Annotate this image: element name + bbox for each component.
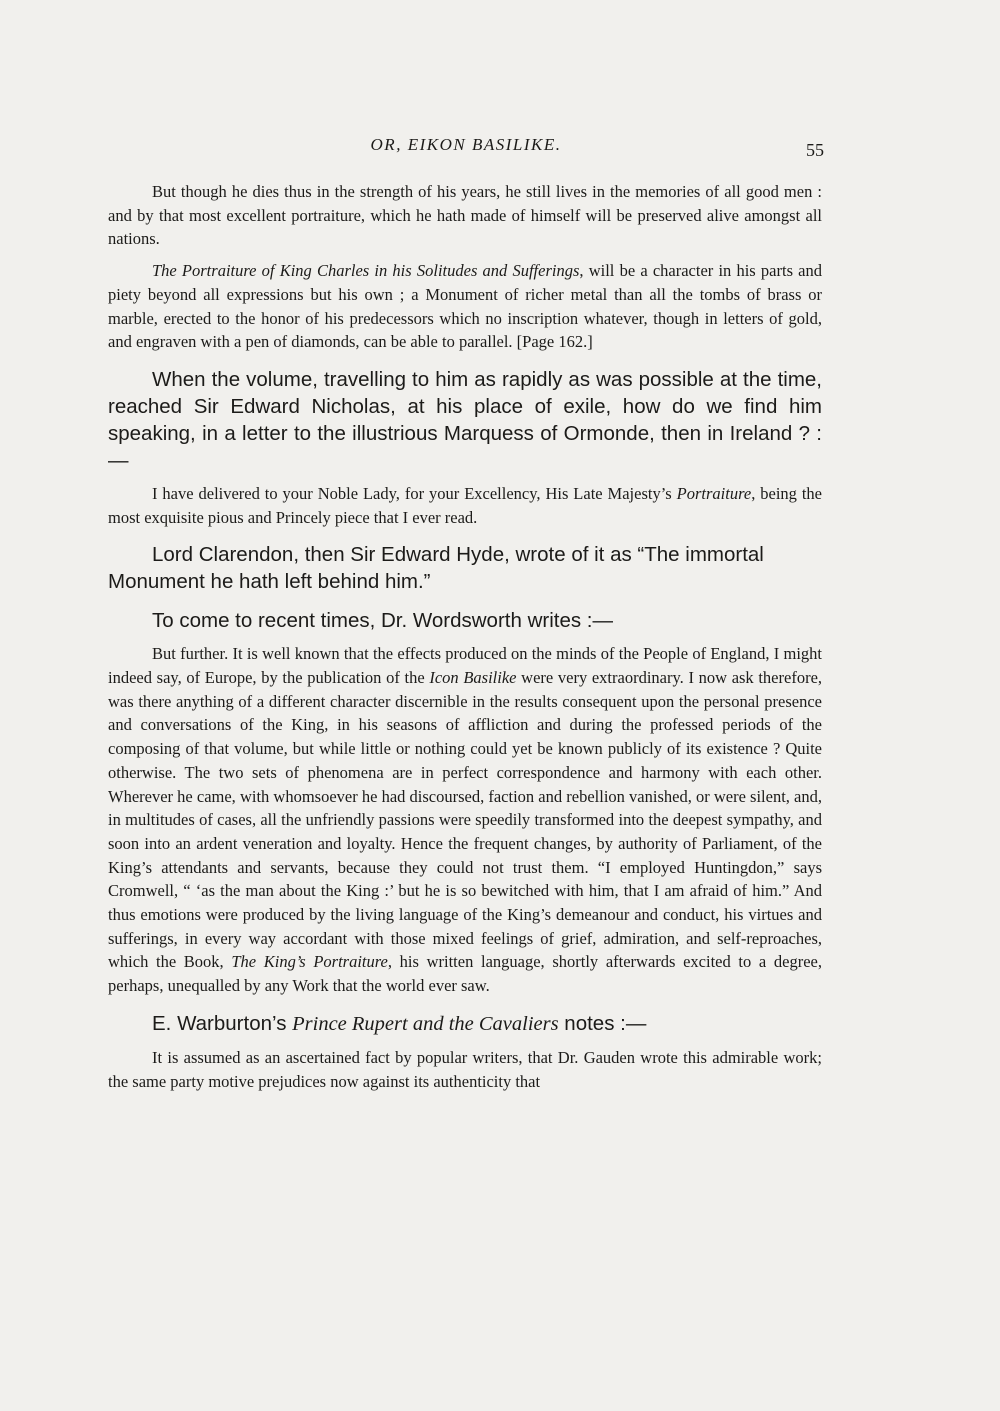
commentary-paragraph: Lord Clarendon, then Sir Edward Hyde, wrote of it as “The immortal Monument he hath left behind him.” — [108, 543, 764, 594]
body-text — [108, 180, 822, 1093]
quote-paragraph: But further. It is well known that the effects produced on the minds of the People of England, I might indeed say, of Europe, by the publication of the Icon Basilike were very extraordinary. I now ask therefore, was there anything of a different character discernible in the results consequent upon the personal presence and conversations of the King, in his seasons of affliction and during the professed periods of the composing of that volume, but while little or nothing could yet be known publicly of its existence ? Quite otherwise. The two sets of phenomena are in perfect correspondence and harmony with each other. Wherever he came, with whomsoever he had discoursed, faction and rebellion vanished, or were silent, and, in multitudes of cases, all the unfriendly passions were speedily transformed into the deepest sympathy, and soon into an ardent veneration and loyalty. Hence the frequent changes, by authority of Parliament, of the King’s attendants and servants, because they could not trust them. “I employed Huntingdon,” says Cromwell, “ ‘as the man about the King :’ but he is so bewitched with him, that I am afraid of him.” And thus emotions were produced by the living language of the King’s demeanour and conduct, his virtues and sufferings, in every way accordant with those mixed feelings of grief, admiration, and self-reproaches, which the Book, The King’s Portraiture, his written language, shortly afterwards excited to a degree, perhaps, unequalled by any Work that the world ever saw. — [108, 644, 823, 996]
quote-block — [108, 1046, 822, 1093]
page-number: 55 — [806, 140, 824, 160]
book-title: The Portraiture of King Charles in his Solitudes and Sufferings — [152, 261, 580, 281]
quote-paragraph: It is assumed as an ascertained fact by popular writers, that Dr. Gauden wrote this admirable work; the same party motive prejudices now against its authenticity that — [108, 1047, 822, 1091]
quote-paragraph: I have delivered to your Noble Lady, for your Excellency, His Late Majesty’s Portraiture, being the most exquisite pious and Princely piece that I ever read. — [108, 483, 822, 527]
book-title: Portraiture — [676, 483, 752, 503]
quote-paragraph: But though he dies thus in the strength of his years, he still lives in the memories of all good men : and by that most excellent portraiture, which he hath made of himself will be preserved alive amongst all nations. — [108, 182, 822, 249]
book-title: The King’s Portraiture — [231, 952, 388, 972]
commentary-paragraph: When the volume, travelling to him as rapidly as was possible at the time, reached Sir Edward Nicholas, at his place of exile, how do we find him speaking, in a letter to the illustrious Marquess of Ormonde, then in Ireland ? :— — [108, 367, 822, 472]
commentary-paragraph: To come to recent times, Dr. Wordsworth writes :— — [152, 609, 613, 633]
quote-block — [108, 482, 822, 529]
book-title: Prince Rupert and the Cavaliers — [292, 1012, 559, 1035]
book-title: Icon Basilike — [429, 668, 517, 688]
quote-block — [108, 642, 822, 998]
quote-block — [108, 180, 822, 354]
running-head: OR, EIKON BASILIKE. — [370, 135, 562, 154]
quote-paragraph: The Portraiture of King Charles in his Solitudes and Sufferings, will be a character in his parts and piety beyond all expressions but his own ; a Monument of richer metal than all the tombs of brass or marble, erected to the honor of his predecessors which no inscription whatever, though in letters of gold, and engraven with a pen of diamonds, can be able to parallel. [Page 162.] — [108, 261, 822, 352]
commentary-paragraph: E. Warburton’s Prince Rupert and the Cavaliers notes :— — [152, 1011, 647, 1035]
